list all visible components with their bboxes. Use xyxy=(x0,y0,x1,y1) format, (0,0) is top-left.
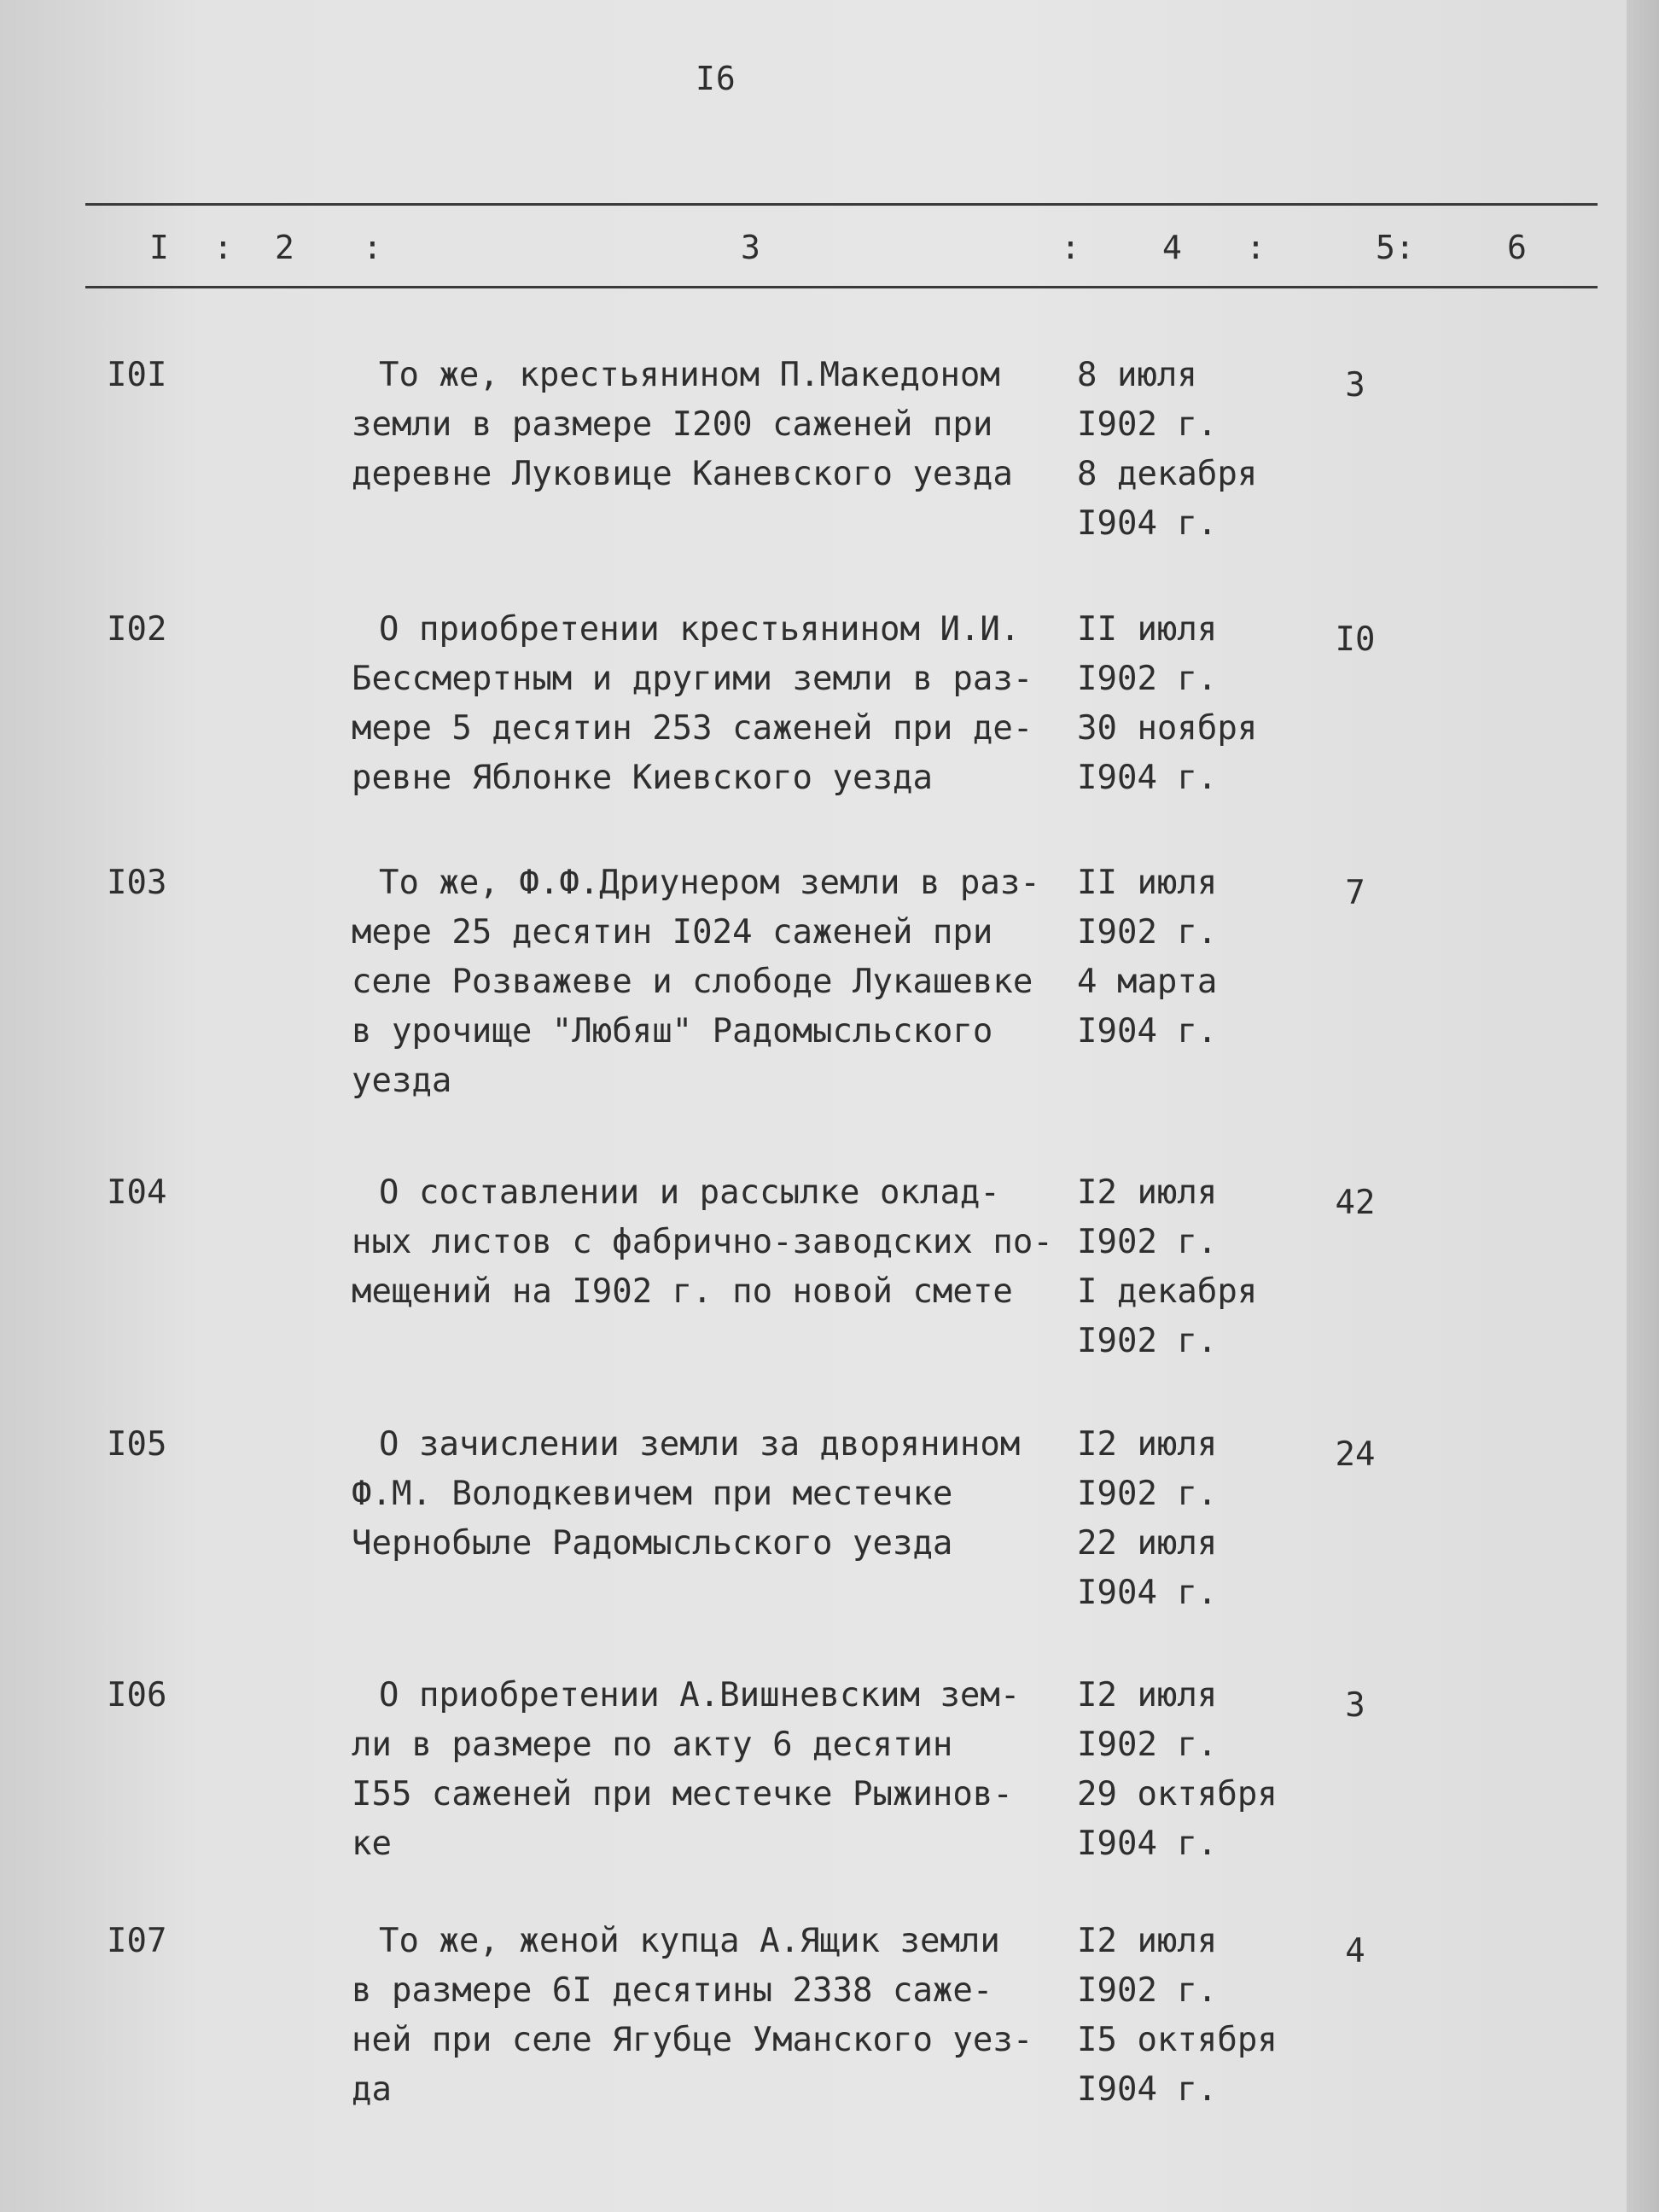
row-description-line: I55 саженей при местечке Рыжинов- xyxy=(352,1775,1013,1813)
row-number: I06 xyxy=(107,1676,167,1714)
row-description-line: О зачислении земли за дворянином xyxy=(379,1425,1021,1464)
row-date-line: I902 г. xyxy=(1077,1223,1218,1261)
row-date-line: I904 г. xyxy=(1077,1012,1218,1051)
row-date-line: I2 июля xyxy=(1077,1922,1218,1960)
row-description-line: Ф.М. Володкевичем при местечке xyxy=(352,1475,953,1513)
row-date-line: I904 г. xyxy=(1077,1825,1218,1863)
row-description-line: деревне Луковице Каневского уезда xyxy=(352,455,1013,493)
row-date-line: 4 марта xyxy=(1077,963,1218,1001)
header-col-6: 6 xyxy=(1507,229,1527,266)
row-description-line: То же, крестьянином П.Македоном xyxy=(379,356,1000,394)
row-description-line: ревне Яблонке Киевского уезда xyxy=(352,759,933,797)
row-date-line: I904 г. xyxy=(1077,504,1218,543)
row-description-line: ке xyxy=(352,1825,392,1863)
row-date-line: I2 июля xyxy=(1077,1425,1218,1464)
row-date-line: I902 г. xyxy=(1077,1322,1218,1360)
row-date-line: 8 июля xyxy=(1077,356,1197,394)
row-date-line: I902 г. xyxy=(1077,405,1218,444)
row-description-line: О приобретении А.Вишневским зем- xyxy=(379,1676,1021,1714)
row-date-line: I904 г. xyxy=(1077,2070,1218,2109)
row-description-line: да xyxy=(352,2070,392,2109)
header-col-5: 5: xyxy=(1376,229,1415,266)
row-date-line: 8 декабря xyxy=(1077,455,1258,493)
row-description-line: селе Розважеве и слободе Лукашевке xyxy=(352,963,1033,1001)
row-sheet-count: 42 xyxy=(1335,1184,1376,1222)
row-sheet-count: 3 xyxy=(1345,1686,1365,1725)
row-date-line: I904 г. xyxy=(1077,1574,1218,1612)
row-date-line: I902 г. xyxy=(1077,1726,1218,1764)
row-description-line: ли в размере по акту 6 десятин xyxy=(352,1726,953,1764)
header-col-3: 3 xyxy=(741,229,760,266)
row-date-line: I декабря xyxy=(1077,1272,1258,1311)
row-description-line: мещений на I902 г. по новой смете xyxy=(352,1272,1013,1311)
row-description-line: То же, Ф.Ф.Дриунером земли в раз- xyxy=(379,864,1040,902)
row-description-line: мере 5 десятин 253 саженей при де- xyxy=(352,709,1033,748)
row-sheet-count: 7 xyxy=(1345,874,1365,912)
row-number: I07 xyxy=(107,1922,167,1960)
row-sheet-count: I0 xyxy=(1335,620,1376,659)
header-separator: : xyxy=(1061,229,1080,266)
row-number: I03 xyxy=(107,864,167,902)
row-description-line: О составлении и рассылке оклад- xyxy=(379,1173,1000,1212)
header-col-4: 4 xyxy=(1162,229,1182,266)
row-date-line: I904 г. xyxy=(1077,759,1218,797)
page-edge-shadow xyxy=(1627,0,1659,2212)
row-number: I02 xyxy=(107,610,167,649)
row-date-line: I2 июля xyxy=(1077,1676,1218,1714)
header-rule-bottom xyxy=(85,286,1598,288)
row-description-line: Бессмертным и другими земли в раз- xyxy=(352,660,1033,698)
row-description-line: уезда xyxy=(352,1062,452,1100)
row-sheet-count: 3 xyxy=(1345,366,1365,405)
row-date-line: 30 ноября xyxy=(1077,709,1258,748)
header-separator: : xyxy=(363,229,382,266)
row-description-line: мере 25 десятин I024 саженей при xyxy=(352,913,993,952)
row-date-line: 22 июля xyxy=(1077,1524,1218,1563)
row-date-line: I2 июля xyxy=(1077,1173,1218,1212)
row-number: I0I xyxy=(107,356,167,394)
row-description-line: земли в размере I200 саженей при xyxy=(352,405,993,444)
row-date-line: I902 г. xyxy=(1077,1475,1218,1513)
row-date-line: II июля xyxy=(1077,610,1218,649)
row-description-line: в размере 6I десятины 2338 саже- xyxy=(352,1971,993,2010)
row-description-line: О приобретении крестьянином И.И. xyxy=(379,610,1021,649)
row-date-line: I902 г. xyxy=(1077,660,1218,698)
row-date-line: 29 октября xyxy=(1077,1775,1278,1813)
header-separator: : xyxy=(213,229,233,266)
row-description-line: ней при селе Ягубце Уманского уез- xyxy=(352,2021,1033,2059)
row-description-line: в урочище "Любяш" Радомысльского xyxy=(352,1012,993,1051)
row-description-line: ных листов с фабрично-заводских по- xyxy=(352,1223,1053,1261)
row-date-line: II июля xyxy=(1077,864,1218,902)
row-number: I04 xyxy=(107,1173,167,1212)
row-date-line: I902 г. xyxy=(1077,1971,1218,2010)
row-sheet-count: 4 xyxy=(1345,1932,1365,1970)
page-number: I6 xyxy=(696,60,736,97)
header-rule-top xyxy=(85,203,1598,206)
header-col-1: I xyxy=(149,229,169,266)
header-col-2: 2 xyxy=(275,229,294,266)
row-date-line: I902 г. xyxy=(1077,913,1218,952)
row-sheet-count: 24 xyxy=(1335,1435,1376,1474)
row-date-line: I5 октября xyxy=(1077,2021,1278,2059)
header-separator: : xyxy=(1246,229,1266,266)
row-number: I05 xyxy=(107,1425,167,1464)
row-description-line: То же, женой купца А.Ящик земли xyxy=(379,1922,1000,1960)
row-description-line: Чернобыле Радомысльского уезда xyxy=(352,1524,953,1563)
